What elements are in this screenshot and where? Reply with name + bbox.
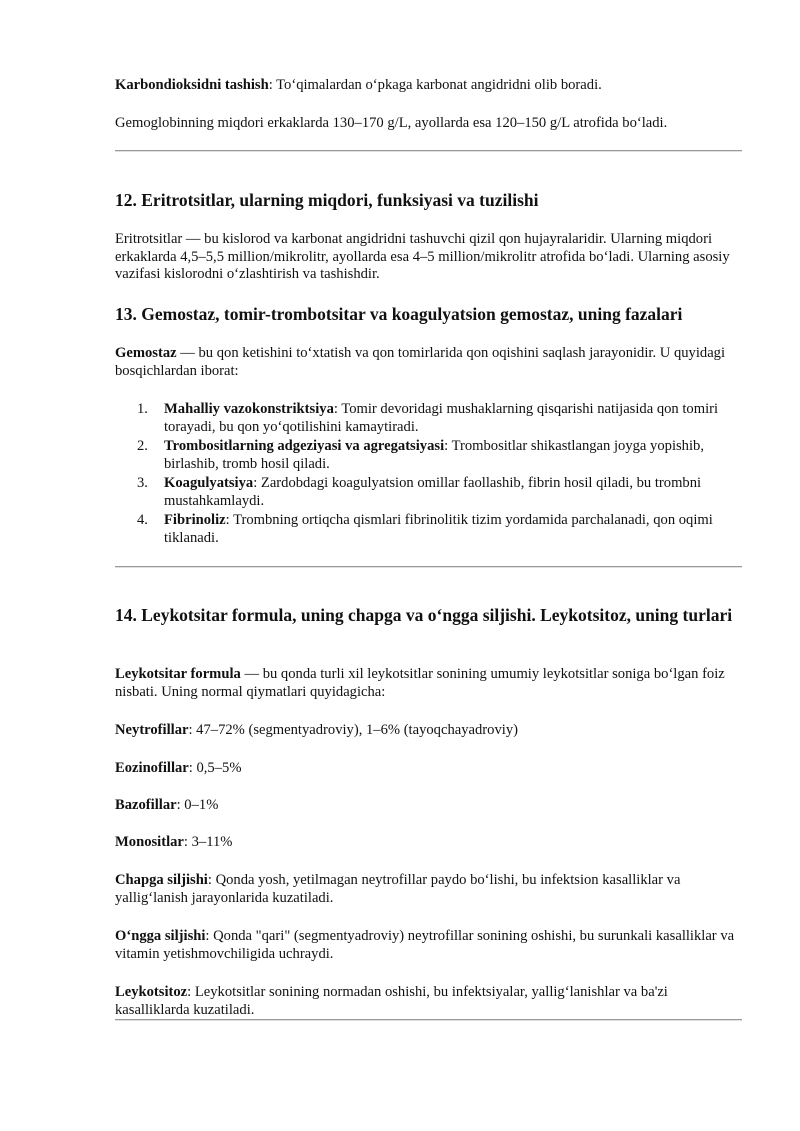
section-12-paragraph: Eritrotsitlar — bu kislorod va karbonat angidridni tashuvchi qizil qon hujayralaridir. Ularning miqdori erkaklarda 4,5–5,5 million/mikrolitr, ayollarda esa 4–5 million/mikrolitr atrofida bo‘ladi. Ularning asosiy vazifasi kislorodni o‘zlashtirish va tashishdir.	[115, 231, 730, 282]
carbon-transport-term: Karbondioksidni tashish	[115, 77, 269, 93]
list-item-number: 3.	[137, 475, 148, 491]
left-shift-term: Chapga siljishi	[115, 872, 208, 888]
eosinophils-term: Eozinofillar	[115, 760, 189, 776]
leukocyte-formula-term: Leykotsitar formula	[115, 666, 241, 682]
basophils-line	[115, 797, 740, 815]
list-item-text: : Trombositlar shikastlangan joyga yopishib, birlashib, tromb hosil qiladi.	[164, 438, 704, 472]
section-12-heading: 12. Eritrotsitlar, ularning miqdori, funksiyasi va tuzilishi	[115, 190, 539, 210]
left-shift-text: : Qonda yosh, yetilmagan neytrofillar paydo bo‘lishi, bu infektsion kasalliklar va yallig‘lanish jarayonlarida kuzatiladi.	[115, 872, 681, 906]
neutrophils-term: Neytrofillar	[115, 722, 189, 738]
neutrophils-line	[115, 722, 740, 740]
list-item-text: : Tomir devoridagi mushaklarning qisqarishi natijasida qon tomiri torayadi, bu qon yo‘qotilishini kamaytiradi.	[164, 401, 719, 435]
neutrophils-value: : 47–72% (segmentyadroviy), 1–6% (tayoqchayadroviy)	[188, 722, 518, 738]
section-divider	[115, 150, 742, 152]
basophils-value: : 0–1%	[176, 797, 219, 813]
list-item-term: Trombositlarning adgeziyasi va agregatsiyasi	[164, 438, 445, 454]
eosinophils-line	[115, 760, 740, 778]
eosinophils-value: : 0,5–5%	[188, 760, 242, 776]
list-item	[137, 401, 740, 436]
right-shift-paragraph	[115, 928, 740, 963]
list-item-number: 2.	[137, 438, 148, 454]
list-item-number: 4.	[137, 512, 148, 528]
carbon-transport-paragraph	[115, 77, 740, 95]
list-item-term: Mahalliy vazokonstriktsiya	[164, 401, 334, 417]
leukocytosis-term: Leykotsitoz	[115, 984, 188, 1000]
right-shift-text: : Qonda "qari" (segmentyadroviy) neytrofillar sonining oshishi, bu surunkali kasalliklar va vitamin yetishmovchiligida uchraydi.	[115, 928, 735, 962]
list-item-term: Koagulyatsiya	[164, 475, 254, 491]
section-14-heading: 14. Leykotsitar formula, uning chapga va o‘ngga siljishi. Leykotsitoz, uning turlari	[115, 605, 733, 625]
hemostasis-term: Gemostaz	[115, 345, 177, 361]
section-13-heading: 13. Gemostaz, tomir-trombotsitar va koagulyatsion gemostaz, uning fazalari	[115, 304, 683, 324]
list-item	[137, 438, 740, 473]
monocytes-term: Monositlar	[115, 834, 184, 850]
leukocyte-formula-text: — bu qonda turli xil leykotsitlar sonining umumiy leykotsitlar soniga bo‘lgan foiz nisbati. Uning normal qiymatlari quyidagicha:	[115, 666, 725, 700]
list-item-term: Fibrinoliz	[164, 512, 226, 528]
hemoglobin-paragraph: Gemoglobinning miqdori erkaklarda 130–170 g/L, ayollarda esa 120–150 g/L atrofida bo‘ladi.	[115, 115, 668, 131]
right-shift-term: O‘ngga siljishi	[115, 928, 206, 944]
list-item-text: : Zardobdagi koagulyatsion omillar faollashib, fibrin hosil qiladi, bu trombni mustahkamlaydi.	[164, 475, 702, 509]
monocytes-line	[115, 834, 740, 852]
list-item-text: : Trombning ortiqcha qismlari fibrinolitik tizim yordamida parchalanadi, qon oqimi tiklanadi.	[164, 512, 713, 546]
section-divider	[115, 566, 742, 568]
list-item	[137, 475, 740, 510]
list-item	[137, 512, 740, 547]
section-divider	[115, 1019, 742, 1021]
hemostasis-intro-paragraph	[115, 345, 740, 380]
basophils-term: Bazofillar	[115, 797, 177, 813]
monocytes-value: : 3–11%	[183, 834, 233, 850]
left-shift-paragraph	[115, 872, 740, 907]
leukocytosis-paragraph	[115, 984, 740, 1019]
list-item-number: 1.	[137, 401, 148, 417]
hemostasis-intro-text: — bu qon ketishini to‘xtatish va qon tomirlarida qon oqishini saqlash jarayonidir. U quyidagi bosqichlardan iborat:	[115, 345, 726, 379]
leukocyte-formula-paragraph	[115, 666, 740, 701]
carbon-transport-text: : To‘qimalardan o‘pkaga karbonat angidridni olib boradi.	[268, 77, 602, 93]
leukocytosis-text: : Leykotsitlar sonining normadan oshishi, bu infektsiyalar, yallig‘lanishlar va ba'zi kasalliklarda kuzatiladi.	[115, 984, 668, 1018]
